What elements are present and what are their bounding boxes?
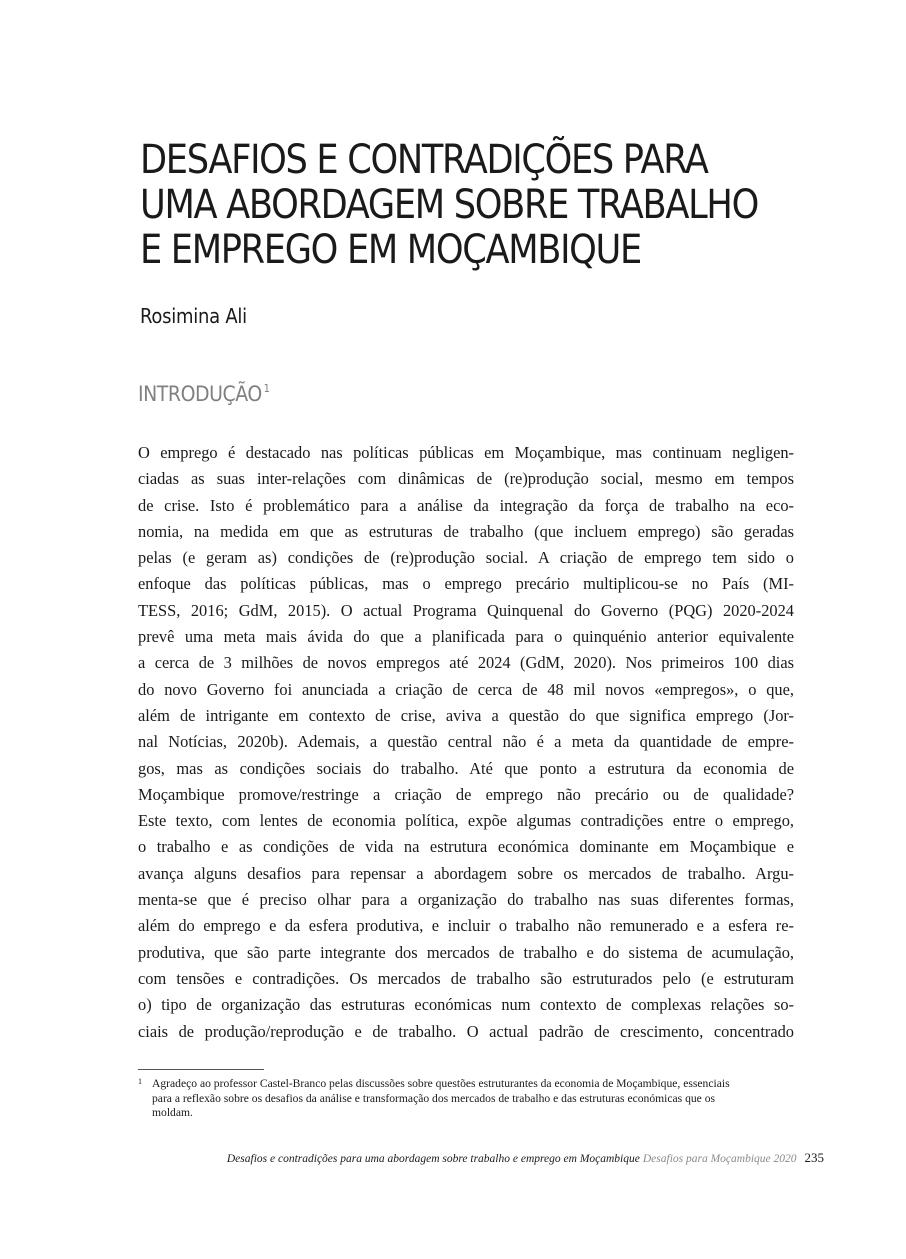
author-name: Rosimina Ali <box>140 304 247 328</box>
body-line: a cerca de 3 milhões de novos empregos até 2024 (GdM, 2020). Nos primeiros 100 dias <box>138 653 794 673</box>
body-line: menta-se que é preciso olhar para a organização do trabalho nas suas diferentes formas, <box>138 890 794 910</box>
body-paragraph <box>138 440 794 1045</box>
body-line: Moçambique promove/restringe a criação de emprego não precário ou de qualidade? <box>138 784 794 804</box>
title-line: DESAFIOS E CONTRADIÇÕES PARA <box>140 137 708 183</box>
body-line: produtiva, que são parte integrante dos mercados de trabalho e do sistema de acumulação, <box>138 942 794 962</box>
footnote-text <box>152 1077 794 1121</box>
body-line: Este texto, com lentes de economia política, expõe algumas contradições entre o emprego, <box>138 811 794 831</box>
body-line: gos, mas as condições sociais do trabalho. Até que ponto a estrutura da economia de <box>138 758 794 778</box>
section-heading <box>138 382 269 406</box>
body-line: prevê uma meta mais ávida do que a planificada para o quinquénio anterior equivalente <box>138 627 794 647</box>
body-line: ciais de produção/reprodução e de trabalho. O actual padrão de crescimento, concentrado <box>138 1021 794 1041</box>
body-line: O emprego é destacado nas políticas públicas em Moçambique, mas continuam negligen- <box>138 443 794 462</box>
title-line: E EMPREGO EM MOÇAMBIQUE <box>140 227 641 273</box>
footnote-line: Agradeço ao professor Castel-Branco pelas discussões sobre questões estruturantes da economia de Moçambique, essenciais <box>152 1077 730 1090</box>
body-line: além do emprego e da esfera produtiva, e incluir o trabalho não remunerado e a esfera re- <box>138 916 794 936</box>
running-footer-book-title: Desafios para Moçambique 2020 <box>642 1153 797 1165</box>
body-line: do novo Governo foi anunciada a criação de cerca de 48 mil novos «empregos», o que, <box>138 679 794 699</box>
body-line: TESS, 2016; GdM, 2015). O actual Programa Quinquenal do Governo (PQG) 2020-2024 <box>138 600 794 620</box>
body-line: o) tipo de organização das estruturas económicas num contexto de complexas relações so- <box>138 995 794 1015</box>
footnote-line: para a reflexão sobre os desafios da análise e transformação dos mercados de trabalho e das estruturas económicas que os <box>152 1091 716 1105</box>
running-footer-article-title: Desafios e contradições para uma abordagem sobre trabalho e emprego em Moçambique <box>226 1153 640 1165</box>
running-footer <box>227 1150 824 1166</box>
section-heading-text: INTRODUÇÃO <box>138 382 262 406</box>
body-line: pelas (e geram as) condições de (re)produção social. A criação de emprego tem sido o <box>138 548 794 568</box>
body-line: ciadas as suas inter-relações com dinâmicas de (re)produção social, mesmo em tempos <box>138 469 794 489</box>
body-line: o trabalho e as condições de vida na estrutura económica dominante em Moçambique e <box>138 837 794 857</box>
body-line: de crise. Isto é problemático para a análise da integração da força de trabalho na eco- <box>138 495 794 515</box>
footnote-line: moldam. <box>152 1106 193 1119</box>
body-line: com tensões e contradições. Os mercados de trabalho são estruturados pelo (e estruturam <box>138 968 794 988</box>
footnote-divider <box>138 1069 264 1070</box>
footnote-number: 1 <box>138 1077 142 1086</box>
body-line: enfoque das políticas públicas, mas o emprego precário multiplicou-se no País (MI- <box>138 574 794 594</box>
article-title <box>140 138 756 273</box>
page-number: 235 <box>804 1150 824 1165</box>
body-line: avança alguns desafios para repensar a abordagem sobre os mercados de trabalho. Argu- <box>138 863 794 883</box>
footnote-reference[interactable]: 1 <box>263 382 270 395</box>
body-line: além de intrigante em contexto de crise, aviva a questão do que significa emprego (Jor- <box>138 705 794 725</box>
title-line: UMA ABORDAGEM SOBRE TRABALHO <box>140 182 758 228</box>
body-line: nal Notícias, 2020b). Ademais, a questão central não é a meta da quantidade de empre- <box>138 732 794 752</box>
body-line: nomia, na medida em que as estruturas de trabalho (que incluem emprego) são geradas <box>138 521 794 541</box>
footnote <box>138 1077 794 1121</box>
